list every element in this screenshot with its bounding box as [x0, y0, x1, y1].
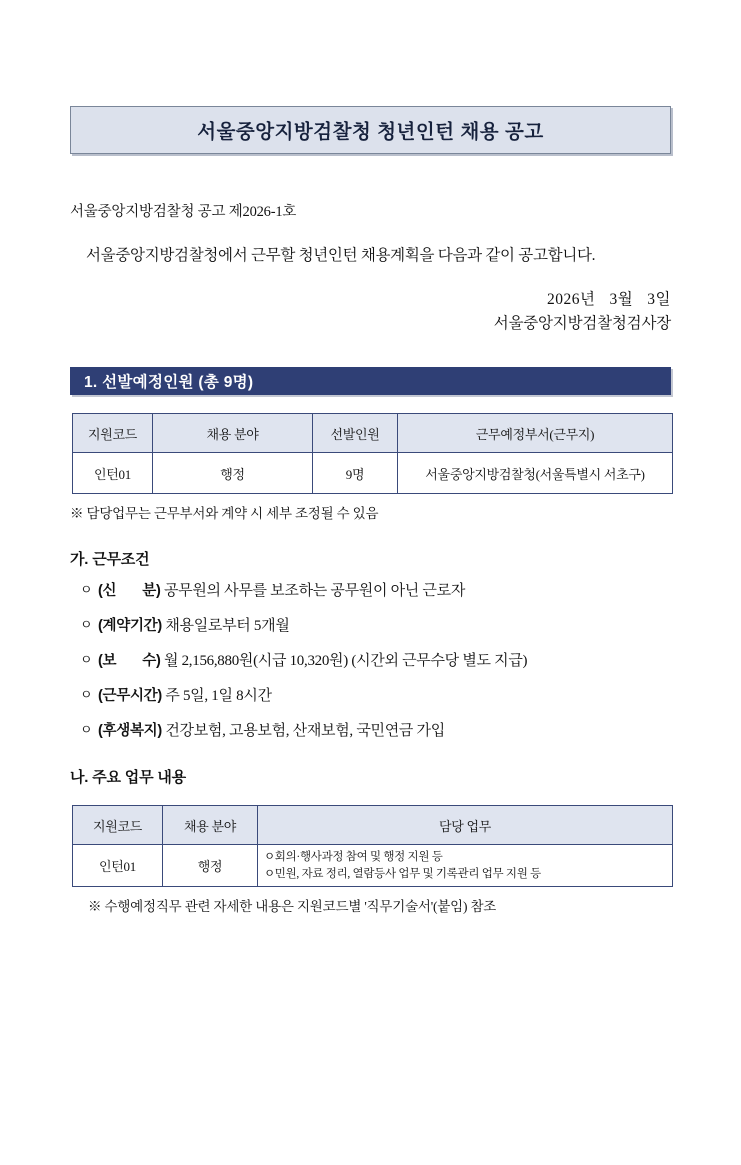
column-header-code: 지원코드: [73, 806, 163, 845]
selection-table: [72, 413, 673, 494]
document-page: [0, 106, 741, 1165]
column-header-field: 채용 분야: [163, 806, 258, 845]
table-header-row: [73, 414, 673, 453]
cell-field: 행정: [153, 453, 313, 494]
item-label-2: 수): [142, 653, 161, 669]
page-title: 서울중앙지방검찰청 청년인턴 채용 공고: [197, 121, 544, 143]
table-row: [73, 453, 673, 494]
intro-paragraph: 서울중앙지방검찰청에서 근무할 청년인턴 채용계획을 다음과 같이 공고합니다.: [86, 247, 596, 264]
cell-code: 인턴01: [73, 845, 163, 887]
date-day: 3일: [647, 291, 671, 308]
document-title-box: [70, 106, 671, 154]
date-line: [70, 287, 671, 309]
list-item: [80, 684, 671, 705]
cell-duty: [258, 845, 673, 887]
column-header-duty: 담당 업무: [258, 806, 673, 845]
column-header-code: 지원코드: [73, 414, 153, 453]
subsection-heading-duties: 나. 주요 업무 내용: [70, 769, 186, 786]
date-year: 2026년: [547, 291, 596, 308]
item-text: 채용일로부터 5개월: [165, 618, 290, 634]
item-text: 건강보험, 고용보험, 산재보험, 국민연금 가입: [165, 723, 445, 739]
duty-line: ㅇ민원, 자료 정리, 열람등사 업무 및 기록관리 업무 지원 등: [264, 867, 541, 880]
duties-table: [72, 805, 673, 887]
bullet-icon: ㅇ: [80, 687, 93, 702]
item-label: (신: [98, 583, 117, 599]
list-item: [80, 614, 671, 635]
bullet-icon: ㅇ: [80, 582, 93, 597]
item-label: (후생복지): [98, 723, 162, 739]
table-header-row: [73, 806, 673, 845]
duties-table-note: ※ 수행예정직무 관련 자세한 내용은 지원코드별 '직무기술서'(붙임) 참조: [88, 899, 497, 915]
cell-code: 인턴01: [73, 453, 153, 494]
selection-table-note: ※ 담당업무는 근무부서와 계약 시 세부 조정될 수 있음: [70, 506, 379, 521]
item-text: 공무원의 사무를 보조하는 공무원이 아닌 근로자: [163, 583, 466, 599]
cell-department: 서울중앙지방검찰청(서울특별시 서초구): [398, 453, 673, 494]
column-header-department: 근무예정부서(근무지): [398, 414, 673, 453]
column-header-count: 선발인원: [313, 414, 398, 453]
list-item: [80, 649, 671, 670]
bullet-icon: ㅇ: [80, 617, 93, 632]
bullet-icon: ㅇ: [80, 722, 93, 737]
cell-field: 행정: [163, 845, 258, 887]
item-label-2: 분): [142, 583, 161, 599]
item-label: (근무시간): [98, 688, 162, 704]
item-label: (계약기간): [98, 618, 162, 634]
list-item: [80, 719, 671, 740]
duty-line: ㅇ회의·행사과정 참여 및 행정 지원 등: [264, 851, 443, 863]
list-item: [80, 579, 671, 600]
section-heading-1: [70, 367, 671, 395]
cell-count: 9명: [313, 453, 398, 494]
work-conditions-list: [70, 579, 671, 740]
item-text: 월 2,156,880원(시급 10,320원) (시간외 근무수당 별도 지급): [163, 653, 528, 669]
date-month: 3월: [609, 291, 634, 308]
table-row: [73, 845, 673, 887]
document-number: 서울중앙지방검찰청 공고 제2026-1호: [70, 204, 297, 220]
bullet-icon: ㅇ: [80, 652, 93, 667]
item-label: (보: [98, 653, 117, 669]
section-heading-1-label: 1. 선발예정인원 (총 9명): [84, 374, 254, 391]
item-text: 주 5일, 1일 8시간: [165, 688, 272, 704]
column-header-field: 채용 분야: [153, 414, 313, 453]
subsection-heading-work-conditions: 가. 근무조건: [70, 551, 150, 568]
signer-line: 서울중앙지방검찰청검사장: [493, 315, 671, 332]
